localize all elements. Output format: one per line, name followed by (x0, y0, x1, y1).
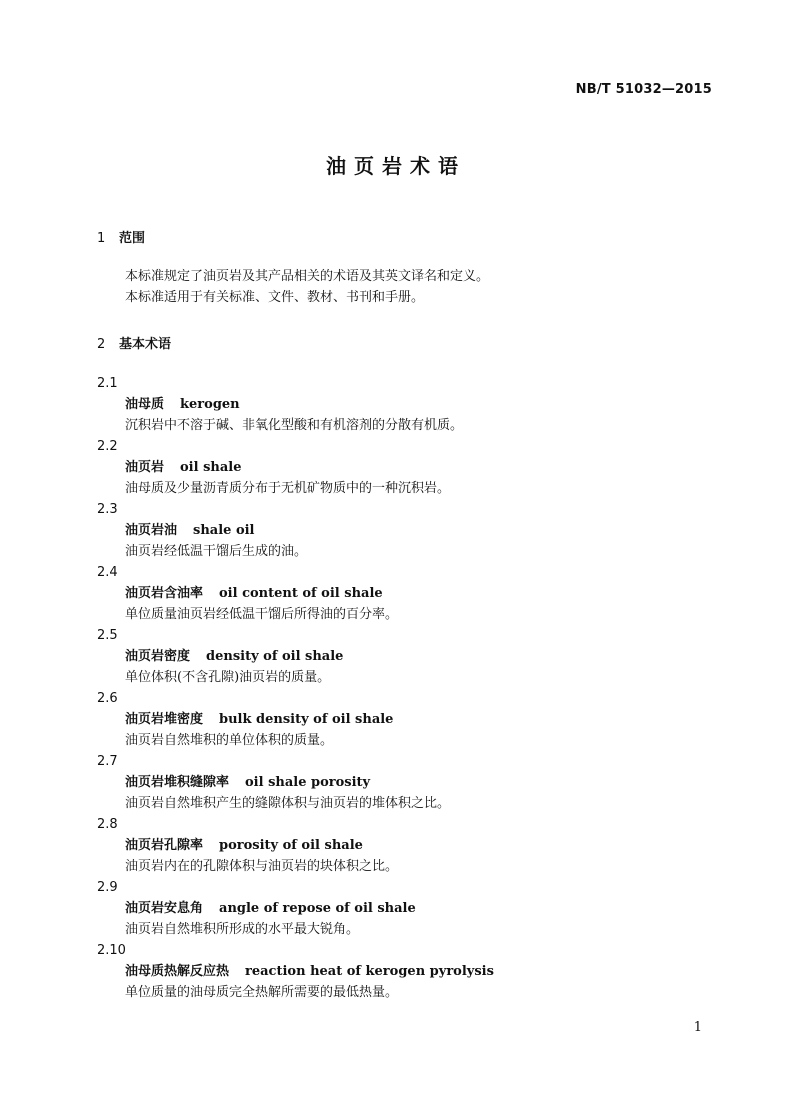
term-entry (97, 562, 717, 625)
term-name-en: oil shale (180, 460, 242, 475)
term-name (97, 772, 717, 793)
section-number: 2 (97, 337, 106, 352)
term-name-en: bulk density of oil shale (219, 712, 394, 727)
term-number: 2.1 (97, 376, 118, 391)
term-name-zh: 油页岩密度 (125, 649, 191, 664)
term-definition: 沉积岩中不溶于碱、非氧化型酸和有机溶剂的分散有机质。 (125, 418, 464, 433)
term-name-zh: 油母质 (125, 397, 165, 412)
term-name-zh: 油页岩含油率 (125, 586, 204, 601)
term-definition: 油页岩自然堆积的单位体积的质量。 (125, 733, 334, 748)
section-2-heading (97, 333, 171, 352)
term-name (97, 835, 717, 856)
term-definition: 油页岩自然堆积所形成的水平最大锐角。 (125, 922, 360, 937)
document-title: 油页岩术语 (326, 154, 466, 178)
section-1-heading (97, 227, 145, 246)
term-name-en: shale oil (193, 523, 255, 538)
term-definition: 油页岩内在的孔隙体积与油页岩的块体积之比。 (125, 859, 399, 874)
term-number: 2.4 (97, 565, 118, 580)
section-number: 1 (97, 231, 106, 246)
term-name-en: oil shale porosity (245, 775, 371, 790)
term-name-zh: 油母质热解反应热 (125, 964, 230, 979)
term-number: 2.9 (97, 880, 118, 895)
term-definition: 单位质量的油母质完全热解所需要的最低热量。 (125, 985, 399, 1000)
term-name (97, 394, 717, 415)
term-entry (97, 625, 717, 688)
section-1-body (125, 266, 489, 308)
term-entry (97, 373, 717, 436)
term-number: 2.7 (97, 754, 118, 769)
term-definition: 油页岩经低温干馏后生成的油。 (125, 544, 308, 559)
term-name (97, 898, 717, 919)
term-name-zh: 油页岩堆积缝隙率 (125, 775, 230, 790)
paragraph: 本标准规定了油页岩及其产品相关的术语及其英文译名和定义。 (125, 269, 490, 284)
term-name-en: oil content of oil shale (219, 586, 383, 601)
term-name (97, 583, 717, 604)
term-number: 2.8 (97, 817, 118, 832)
term-entry (97, 751, 717, 814)
standard-code: NB/T 51032—2015 (575, 82, 712, 97)
term-name (97, 457, 717, 478)
term-name-en: kerogen (180, 397, 240, 412)
term-name-en: porosity of oil shale (219, 838, 363, 853)
term-name-zh: 油页岩油 (125, 523, 178, 538)
term-number: 2.6 (97, 691, 118, 706)
term-number: 2.3 (97, 502, 118, 517)
term-name-zh: 油页岩 (125, 460, 165, 475)
term-number: 2.2 (97, 439, 118, 454)
term-definition: 油母质及少量沥青质分布于无机矿物质中的一种沉积岩。 (125, 481, 451, 496)
term-name-en: angle of repose of oil shale (219, 901, 416, 916)
term-entry (97, 688, 717, 751)
term-name-zh: 油页岩安息角 (125, 901, 204, 916)
term-list (97, 373, 717, 1003)
section-title: 范围 (119, 231, 146, 246)
term-entry (97, 814, 717, 877)
term-name-en: reaction heat of kerogen pyrolysis (245, 964, 494, 979)
term-entry (97, 940, 717, 1003)
term-name (97, 520, 717, 541)
term-definition: 油页岩自然堆积产生的缝隙体积与油页岩的堆体积之比。 (125, 796, 451, 811)
term-definition: 单位体积(不含孔隙)油页岩的质量。 (125, 670, 331, 685)
term-entry (97, 877, 717, 940)
term-entry (97, 436, 717, 499)
section-title: 基本术语 (119, 337, 172, 352)
term-name (97, 961, 717, 982)
term-name-zh: 油页岩孔隙率 (125, 838, 204, 853)
term-number: 2.10 (97, 943, 126, 958)
term-definition: 单位质量油页岩经低温干馏后所得油的百分率。 (125, 607, 399, 622)
term-name-en: density of oil shale (206, 649, 344, 664)
paragraph: 本标准适用于有关标准、文件、教材、书刊和手册。 (125, 290, 425, 305)
page-number: 1 (693, 1020, 702, 1035)
term-name-zh: 油页岩堆密度 (125, 712, 204, 727)
term-entry (97, 499, 717, 562)
term-name (97, 709, 717, 730)
term-number: 2.5 (97, 628, 118, 643)
term-name (97, 646, 717, 667)
